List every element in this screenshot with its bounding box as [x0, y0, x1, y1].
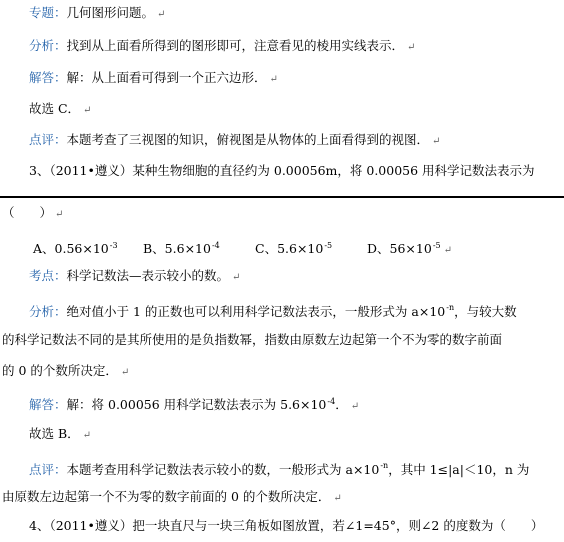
- label-analysis: 分析：: [29, 38, 67, 53]
- label-answer: 解答：: [29, 397, 67, 412]
- paragraph-mark-icon: ↵: [82, 430, 92, 441]
- comment-2b-text: 由原数左边起第一个不为零的数字前面的 0 的个数所决定．: [2, 489, 331, 504]
- answer-2-text: 解：将 0.00056 用科学记数法表示为 5.6×10: [66, 397, 327, 412]
- option-c-text: C、5.6×10: [255, 241, 324, 256]
- line-comment-2: [29, 458, 529, 478]
- paragraph-mark-icon: ↵: [407, 42, 416, 53]
- paragraph-mark-icon: ↵: [157, 9, 166, 20]
- comment-text: 本题考查了三视图的知识，俯视图是从物体的上面看得到的视图．: [66, 132, 430, 147]
- line-analysis-2c: [2, 363, 129, 381]
- comment-2-exponent: -n: [380, 461, 389, 470]
- paragraph-mark-icon: ↵: [432, 136, 441, 147]
- line-choice-1: [29, 101, 91, 119]
- question-3-bracket-text: （ ）: [2, 205, 53, 220]
- key-point-text: 科学记数法—表示较小的数。: [66, 268, 230, 283]
- question-4-text: 4、（2011•遵义）把一块直尺与一块三角板如图放置，若∠1=45°，则∠2 的度数为（ ）: [29, 518, 544, 533]
- analysis-2-text: 绝对值小于 1 的正数也可以利用科学记数法表示，一般形式为 a×10: [66, 304, 446, 319]
- question-4: [29, 518, 543, 534]
- option-b: [143, 238, 255, 257]
- question-3-text: 3、（2011•遵义）某种生物细胞的直径约为 0.00056m，将 0.00056 用科学记数法表示为: [29, 163, 535, 178]
- option-c: [255, 238, 367, 257]
- label-comment: 点评：: [29, 132, 67, 147]
- option-d: [367, 238, 441, 257]
- label-topic: 专题：: [29, 5, 67, 20]
- option-d-exponent: -5: [432, 241, 441, 250]
- line-key-point: [29, 268, 240, 286]
- paragraph-mark-icon: ↵: [83, 105, 92, 116]
- option-d-text: D、56×10: [367, 241, 432, 256]
- question-3-bracket: [2, 205, 63, 223]
- option-a: [33, 238, 143, 257]
- line-answer-1: [29, 70, 278, 88]
- line-analysis-2b: [2, 332, 502, 348]
- option-b-exponent: -4: [211, 241, 220, 250]
- paragraph-mark-icon: ↵: [333, 493, 342, 504]
- analysis-2-exponent: -n: [446, 303, 455, 312]
- paragraph-mark-icon: ↵: [350, 401, 360, 412]
- option-c-exponent: -5: [324, 241, 333, 250]
- analysis-2c-text: 的 0 的个数所决定．: [2, 363, 118, 378]
- paragraph-mark-icon: ↵: [120, 367, 130, 378]
- choice-2-text: 故选 B．: [29, 426, 80, 441]
- option-a-text: A、0.56×10: [33, 241, 109, 256]
- line-comment-2b: [2, 489, 342, 507]
- label-key-point: 考点：: [29, 268, 67, 283]
- analysis-2-text-b: ，与较大数: [454, 304, 517, 319]
- analysis-text: 找到从上面看所得到的图形即可，注意看见的棱用实线表示．: [66, 38, 405, 53]
- answer-2-tail: ．: [335, 397, 348, 412]
- option-a-exponent: -3: [109, 241, 118, 250]
- label-comment: 点评：: [29, 462, 67, 477]
- answer-text: 解：从上面看可得到一个正六边形．: [66, 70, 267, 85]
- comment-2-text: 本题考查用科学记数法表示较小的数，一般形式为 a×10: [66, 462, 380, 477]
- page-divider: [0, 196, 564, 198]
- option-b-text: B、5.6×10: [143, 241, 211, 256]
- line-analysis-1: [29, 38, 415, 56]
- line-choice-2: [29, 426, 91, 444]
- paragraph-mark-icon: ↵: [232, 272, 241, 283]
- options-row: [33, 238, 452, 259]
- line-comment-1: [29, 132, 440, 150]
- paragraph-mark-icon: ↵: [55, 209, 64, 220]
- answer-2-exponent: -4: [327, 397, 336, 406]
- label-analysis: 分析：: [29, 304, 67, 319]
- label-answer: 解答：: [29, 70, 67, 85]
- topic-text: 几何图形问题。: [66, 5, 155, 20]
- choice-text: 故选 C．: [29, 101, 81, 116]
- line-answer-2: [29, 394, 359, 415]
- line-topic: [29, 5, 165, 23]
- paragraph-mark-icon: ↵: [443, 245, 452, 256]
- comment-2-tail: ，其中 1≤|a|＜10，n 为: [388, 462, 530, 477]
- line-analysis-2: [29, 300, 517, 320]
- analysis-2b-text: 的科学记数法不同的是其所使用的是负指数幂，指数由原数左边起第一个不为零的数字前面: [2, 332, 503, 347]
- question-3: [29, 163, 535, 179]
- paragraph-mark-icon: ↵: [269, 74, 278, 85]
